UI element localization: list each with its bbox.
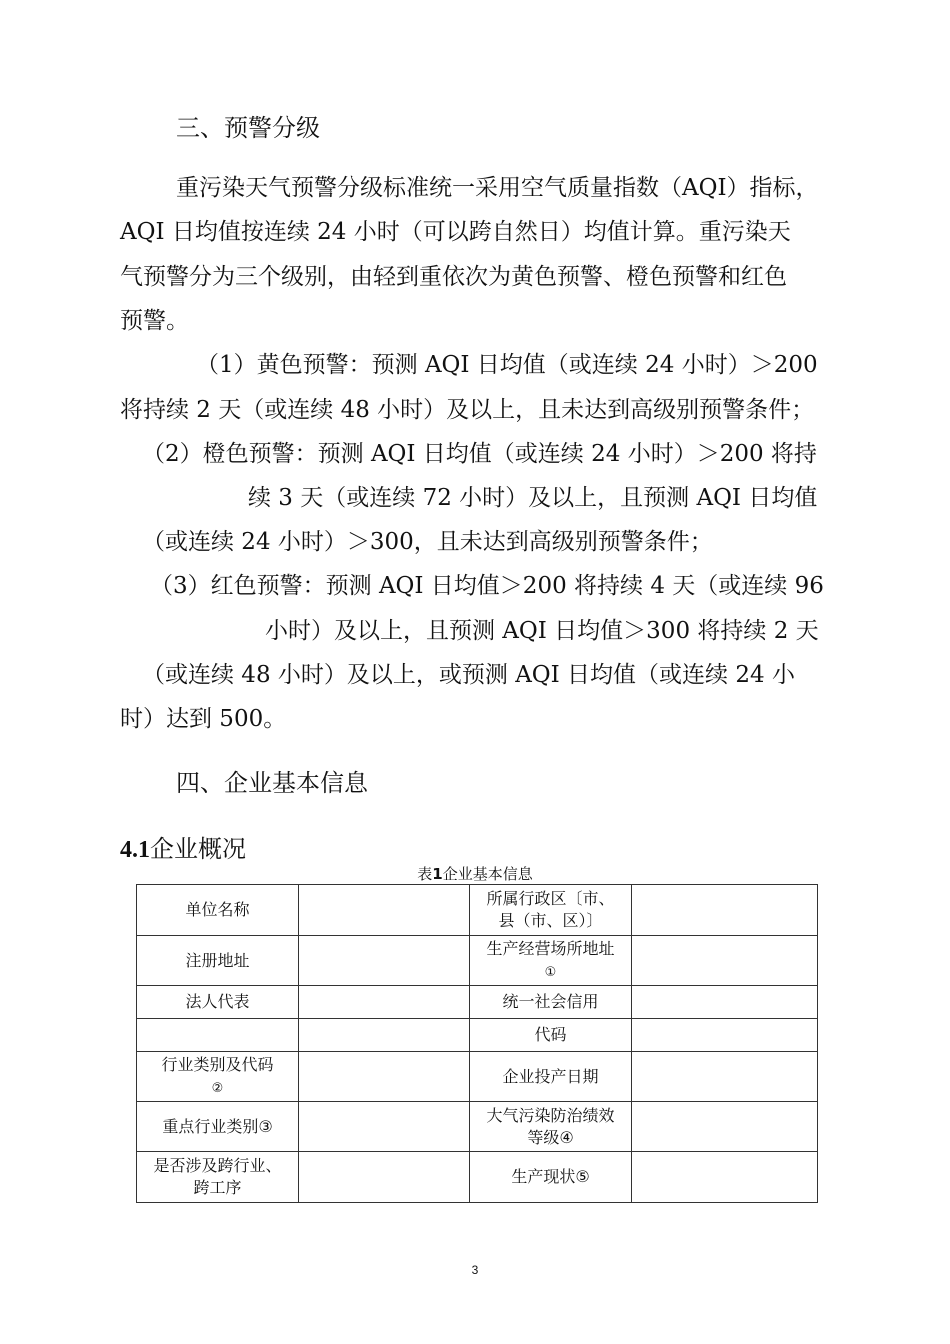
caption-prefix: 表 [417,865,433,883]
label-line: 生产现状⑤ [511,1167,590,1186]
orange-warning-line: （或连续 24 小时）＞300，且未达到高级别预警条件； [142,529,713,555]
caption-text: 企业基本信息 [442,865,533,883]
value-cell[interactable] [632,885,818,936]
table-row [137,1102,818,1152]
value-cell[interactable] [299,1102,470,1152]
red-warning-line: 时）达到 500。 [120,706,287,732]
value-cell[interactable] [632,1019,818,1052]
yellow-warning-line: （1）黄色预警：预测 AQI 日均值（或连续 24 小时）＞200 [196,352,818,378]
value-cell[interactable] [299,986,470,1019]
label-line: 是否涉及跨行业、 [153,1156,282,1175]
row-label [470,986,632,1019]
section-title-warning-levels: 三、预警分级 [176,114,320,142]
table-row [137,1052,818,1102]
subsection-label: 企业概况 [150,835,246,863]
label-line: 跨工序 [193,1178,242,1197]
row-label [137,1102,299,1152]
row-label [137,1019,299,1052]
label-line: 注册地址 [185,950,250,970]
row-label [137,885,299,936]
value-cell[interactable] [632,1052,818,1102]
label-line: 法人代表 [185,992,250,1011]
red-warning-line: 小时）及以上，且预测 AQI 日均值＞300 将持续 2 天 [265,618,819,644]
orange-warning-line: 续 3 天（或连续 72 小时）及以上，且预测 AQI 日均值 [248,485,818,511]
row-label [137,1052,299,1102]
label-line: 统一社会信用 [502,992,599,1011]
red-warning-line: （或连续 48 小时）及以上，或预测 AQI 日均值（或连续 24 小 [142,662,795,688]
red-warning-line: （3）红色预警：预测 AQI 日均值＞200 将持续 4 天（或连续 96 [150,573,824,599]
label-line: 行业类别及代码 [161,1054,274,1074]
label-line: ① [544,964,557,980]
table-row [137,885,818,936]
paragraph-line: 气预警分为三个级别，由轻到重依次为黄色预警、橙色预警和红色 [120,264,787,290]
page-number: 3 [471,1263,479,1277]
row-label [137,936,299,986]
paragraph-line: AQI 日均值按连续 24 小时（可以跨自然日）均值计算。重污染天 [120,219,791,245]
subsection-number: 4.1 [120,837,150,863]
label-line: 单位名称 [185,900,250,919]
label-line: ② [211,1080,224,1096]
row-label [137,1152,299,1203]
paragraph-line: 重污染天气预警分级标准统一采用空气质量指数（AQI）指标， [176,175,819,201]
table-row [137,986,818,1019]
section-title-company-info: 四、企业基本信息 [176,769,368,797]
table-row [137,1019,818,1052]
table-row [137,1152,818,1203]
value-cell[interactable] [299,1152,470,1203]
label-line: 生产经营场所地址 [486,938,615,958]
value-cell[interactable] [632,986,818,1019]
row-label [470,885,632,936]
table-caption [0,865,950,883]
row-label [470,1052,632,1102]
value-cell[interactable] [299,1052,470,1102]
value-cell[interactable] [299,885,470,936]
row-label [470,1102,632,1152]
label-line: 代码 [534,1025,567,1044]
label-line: 重点行业类别③ [162,1116,273,1136]
row-label [137,986,299,1019]
orange-warning-line: （2）橙色预警：预测 AQI 日均值（或连续 24 小时）＞200 将持 [142,441,817,467]
company-info-table [136,884,818,1203]
label-line: 县（市、区）〕 [498,911,603,930]
paragraph-line: 预警。 [120,308,189,334]
caption-number: 1 [432,865,443,883]
value-cell[interactable] [632,1152,818,1203]
label-line: 大气污染防治绩效 [486,1105,615,1125]
row-label [470,1152,632,1203]
value-cell[interactable] [632,1102,818,1152]
value-cell[interactable] [299,1019,470,1052]
value-cell[interactable] [632,936,818,986]
label-line: 等级④ [527,1127,574,1147]
row-label [470,1019,632,1052]
subsection-title [120,834,246,865]
value-cell[interactable] [299,936,470,986]
label-line: 所属行政区〔市、 [486,889,615,908]
yellow-warning-line: 将持续 2 天（或连续 48 小时）及以上，且未达到高级别预警条件； [120,397,815,423]
row-label [470,936,632,986]
label-line: 企业投产日期 [502,1066,599,1086]
table-row [137,936,818,986]
